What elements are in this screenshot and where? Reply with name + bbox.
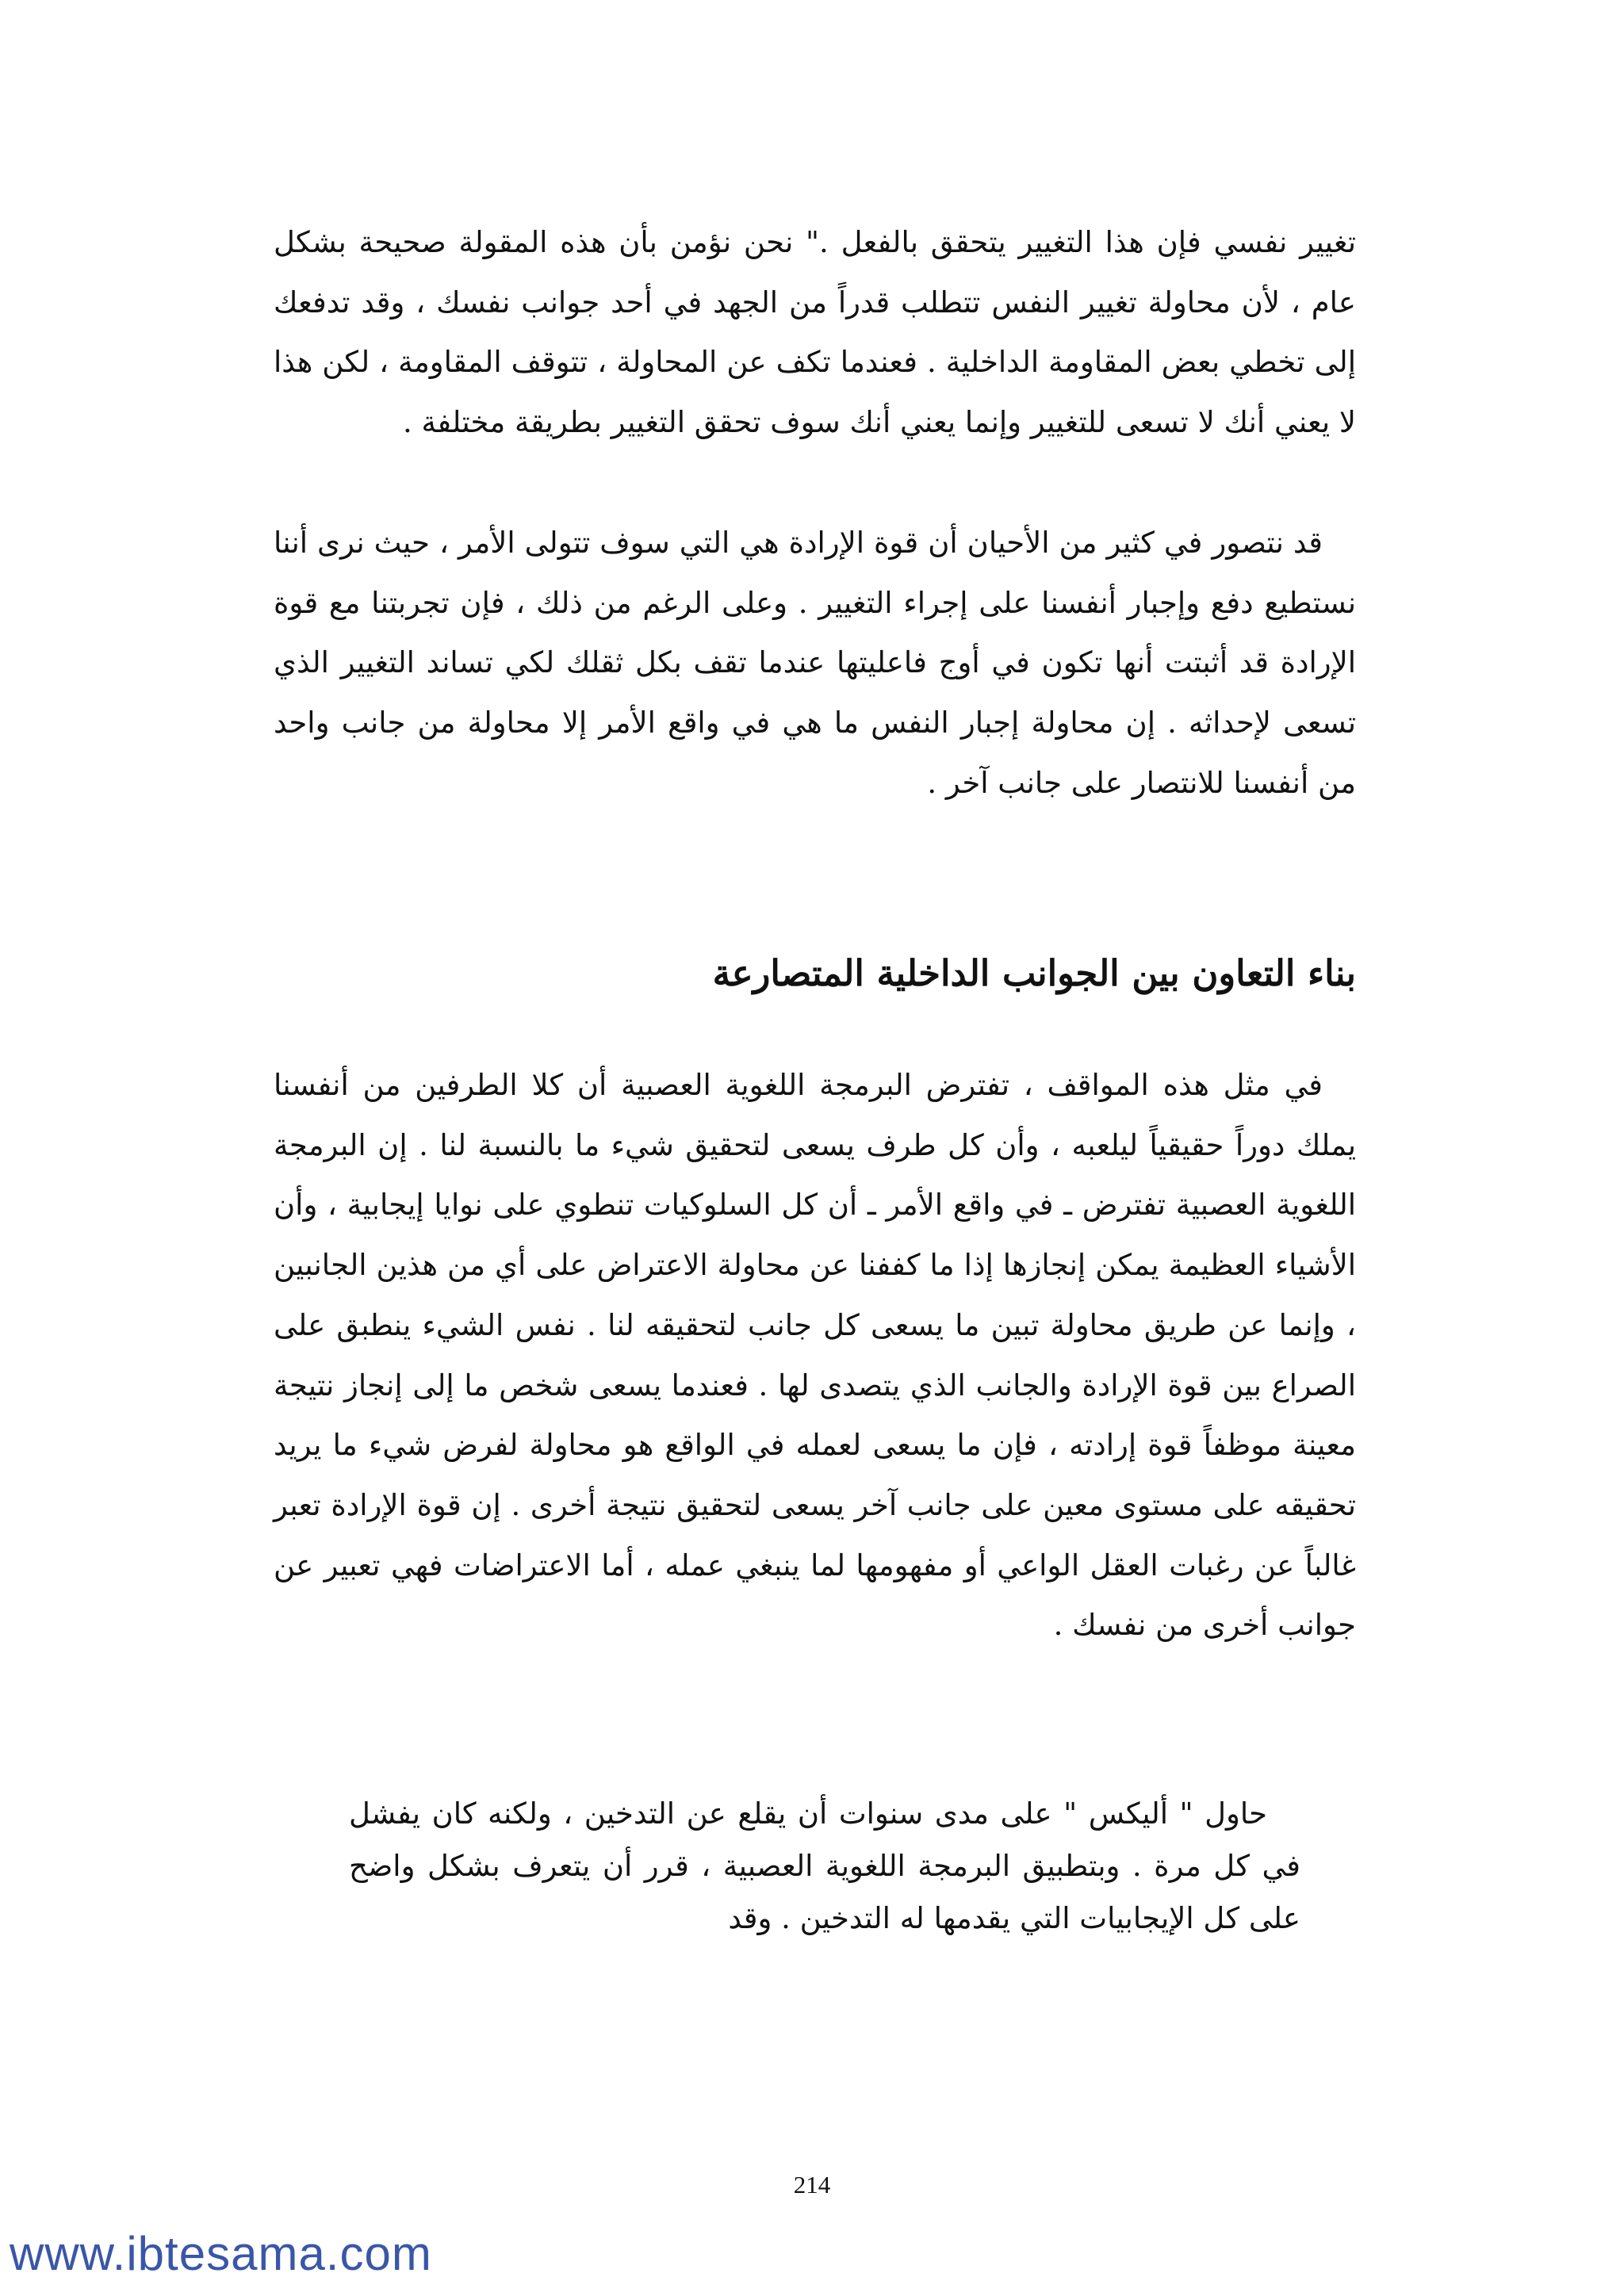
paragraph-text: [274, 513, 1356, 813]
paragraph-text: تغيير نفسي فإن هذا التغيير يتحقق بالفعل ." نحن نؤمن بأن هذه المقولة صحيحة بشكل عام ، لأن محاولة تغيير النفس تتطلب قدراً من الجهد في أحد جوانب نفسك ، وقد تدفعك إلى تخطي بعض المقاومة الداخلية . فعندما تكف عن المحاولة ، تتوقف المقاومة ، لكن هذا لا يعني أنك لا تسعى للتغيير وإنما يعني أنك سوف تحقق التغيير بطريقة مختلفة .: [274, 225, 1356, 440]
quote-body: حاول " أليكس " على مدى سنوات أن يقلع عن التدخين ، ولكنه كان يفشل في كل مرة . وبتطبيق البرمجة اللغوية العصبية ، قرر أن يتعرف بشكل واضح على كل الإيجابيات التي يقدمها له التدخين . وقد: [349, 1797, 1300, 1935]
paragraph-text: [274, 1055, 1356, 1655]
page-number: 214: [793, 2171, 831, 2198]
paragraph-body: في مثل هذه المواقف ، تفترض البرمجة اللغوية العصبية أن كلا الطرفين من أنفسنا يملك دوراً حقيقياً ليلعبه ، وأن كل طرف يسعى لتحقيق شيء ما بالنسبة لنا . إن البرمجة اللغوية العصبية تفترض ـ في واقع الأمر ـ أن كل السلوكيات تنطوي على نوايا إيجابية ، وأن الأشياء العظيمة يمكن إنجازها إذا ما كففنا عن محاولة الاعتراض على أي من هذين الجانبين ، وإنما عن طريق محاولة تبين ما يسعى كل جانب لتحقيقه لنا . نفس الشيء ينطبق على الصراع بين قوة الإرادة والجانب الذي يتصدى لها . فعندما يسعى شخص ما إلى إنجاز نتيجة معينة موظفاً قوة إرادته ، فإن ما يسعى لعمله في الواقع هو محاولة لفرض شيء ما يريد تحقيقه على مستوى معين على جانب آخر يسعى لتحقيق نتيجة أخرى . إن قوة الإرادة تعبر غالباً عن رغبات العقل الواعي أو مفهومها لما ينبغي عمله ، أما الاعتراضات فهي تعبير عن جوانب أخرى من نفسك .: [274, 1068, 1356, 1643]
example-quote: [349, 1788, 1300, 1945]
paragraph-body: قد نتصور في كثير من الأحيان أن قوة الإرادة هي التي سوف تتولى الأمر ، حيث نرى أننا نستطيع دفع وإجبار أنفسنا على إجراء التغيير . وعلى الرغم من ذلك ، فإن تجربتنا مع قوة الإرادة قد أثبتت أنها تكون في أوج فاعليتها عندما تقف بكل ثقلك لكي تساند التغيير الذي تسعى لإحداثه . إن محاولة إجبار النفس ما هي في واقع الأمر إلا محاولة من جانب واحد من أنفسنا للانتصار على جانب آخر .: [274, 526, 1356, 800]
section-heading: بناء التعاون بين الجوانب الداخلية المتصارعة: [712, 952, 1356, 994]
quote-text: [349, 1788, 1300, 1945]
paragraph-willpower: [274, 513, 1356, 813]
paragraph-nlp: [274, 1055, 1356, 1655]
watermark-url: www.ibtesama.com: [10, 2227, 432, 2280]
paragraph-continuation: [274, 212, 1356, 453]
